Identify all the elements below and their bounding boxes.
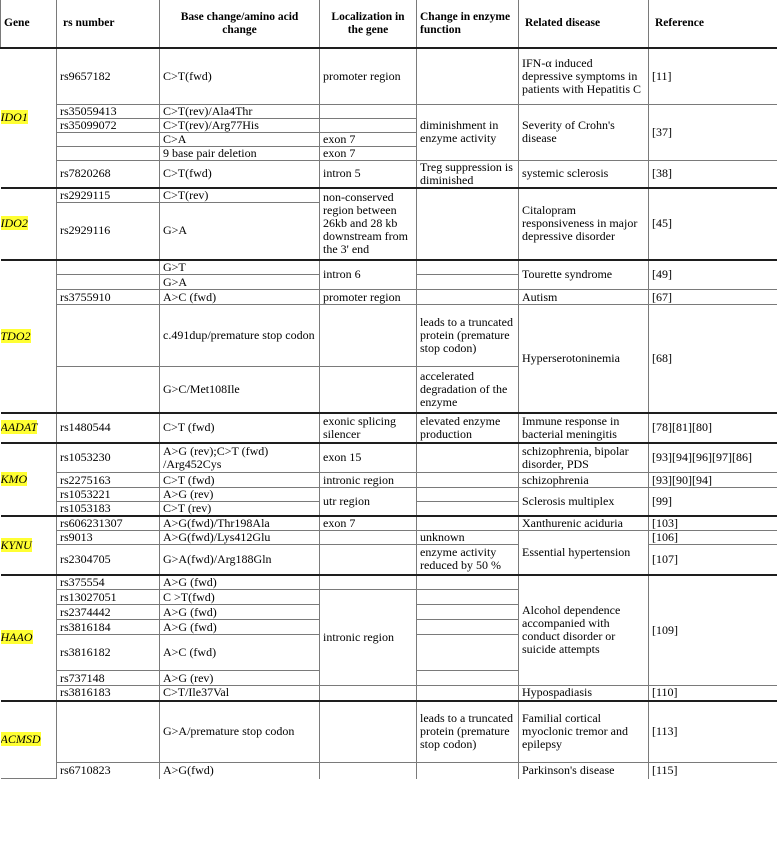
localization-cell: [320, 701, 417, 763]
table-row: [1, 104, 777, 118]
disease-cell: Xanthurenic aciduria: [519, 516, 649, 531]
disease-cell: IFN-α induced depressive symptoms in patients with Hepatitis C: [519, 48, 649, 104]
rs-cell: [57, 146, 160, 160]
disease-cell: schizophrenia, bipolar disorder, PDS: [519, 443, 649, 473]
localization-cell: utr region: [320, 488, 417, 517]
rs-cell: rs2929115: [57, 188, 160, 203]
base-cell: C>T/Ile37Val: [160, 686, 320, 701]
gene-name: IDO2: [0, 216, 28, 230]
function-cell: [417, 48, 519, 104]
header-row: [1, 0, 777, 48]
reference-cell: [45]: [649, 188, 777, 260]
function-cell: [417, 443, 519, 473]
rs-cell: rs737148: [57, 671, 160, 686]
base-cell: A>G (fwd): [160, 575, 320, 590]
rs-cell: rs7820268: [57, 160, 160, 188]
reference-cell: [78][81][80]: [649, 413, 777, 443]
table-row: [1, 575, 777, 590]
reference-cell: [107]: [649, 545, 777, 575]
disease-cell: Tourette syndrome: [519, 260, 649, 290]
localization-cell: [320, 118, 417, 132]
disease-cell: Hyperserotoninemia: [519, 305, 649, 413]
gene-cell-kmo: [1, 443, 57, 517]
localization-cell: [320, 686, 417, 701]
rs-cell: rs606231307: [57, 516, 160, 531]
header-localization: Localization in the gene: [320, 0, 417, 48]
base-cell: G>T: [160, 260, 320, 275]
base-cell: A>G(fwd): [160, 763, 320, 779]
base-cell: A>G (rev): [160, 671, 320, 686]
function-cell: [417, 275, 519, 290]
base-cell: G>A/premature stop codon: [160, 701, 320, 763]
base-cell: c.491dup/premature stop codon: [160, 305, 320, 367]
gene-name: IDO1: [0, 110, 28, 125]
rs-cell: rs2374442: [57, 605, 160, 620]
reference-cell: [115]: [649, 763, 777, 779]
table-row: [1, 473, 777, 488]
rs-cell: [57, 260, 160, 275]
function-cell: Treg suppression is diminished: [417, 160, 519, 188]
base-cell: G>A: [160, 203, 320, 260]
function-cell: [417, 686, 519, 701]
function-cell: elevated enzyme production: [417, 413, 519, 443]
table-row: [1, 701, 777, 763]
table-row: [1, 531, 777, 545]
function-cell: [417, 763, 519, 779]
localization-cell: [320, 305, 417, 367]
function-cell: [417, 671, 519, 686]
table-row: [1, 545, 777, 575]
reference-cell: [37]: [649, 104, 777, 160]
base-cell: C>T (rev): [160, 502, 320, 517]
table-row: [1, 413, 777, 443]
disease-cell: Immune response in bacterial meningitis: [519, 413, 649, 443]
rs-cell: rs3816184: [57, 620, 160, 635]
base-cell: C>T(fwd): [160, 48, 320, 104]
localization-cell: exonic splicing silencer: [320, 413, 417, 443]
gene-cell-haao: [1, 575, 57, 701]
base-cell: A>G(fwd)/Lys412Glu: [160, 531, 320, 545]
disease-cell: Severity of Crohn's disease: [519, 104, 649, 160]
reference-cell: [110]: [649, 686, 777, 701]
table-row: [1, 686, 777, 701]
localization-cell: promoter region: [320, 48, 417, 104]
base-cell: A>G (rev);C>T (fwd) /Arg452Cys: [160, 443, 320, 473]
base-cell: C>T (fwd): [160, 473, 320, 488]
disease-cell: Autism: [519, 290, 649, 305]
rs-cell: [57, 275, 160, 290]
base-cell: G>C/Met108Ile: [160, 367, 320, 413]
rs-cell: rs375554: [57, 575, 160, 590]
gene-name: ACMSD: [0, 732, 41, 747]
base-cell: C>T(rev)/Arg77His: [160, 118, 320, 132]
localization-cell: intronic region: [320, 590, 417, 686]
rs-cell: rs1053183: [57, 502, 160, 517]
gene-cell-acmsd: [1, 701, 57, 779]
table-row: [1, 516, 777, 531]
base-cell: C>T (fwd): [160, 413, 320, 443]
base-cell: G>A: [160, 275, 320, 290]
function-cell: [417, 502, 519, 517]
gene-name: KYNU: [0, 537, 32, 552]
function-cell: [417, 290, 519, 305]
rs-cell: [57, 701, 160, 763]
gene-cell-ido1: [1, 48, 57, 188]
table-row: [1, 763, 777, 779]
base-cell: C>T(rev)/Ala4Thr: [160, 104, 320, 118]
table-row: [1, 188, 777, 203]
reference-cell: [67]: [649, 290, 777, 305]
gene-cell-kynu: [1, 516, 57, 575]
reference-cell: [49]: [649, 260, 777, 290]
localization-cell: promoter region: [320, 290, 417, 305]
localization-cell: exon 15: [320, 443, 417, 473]
function-cell: [417, 188, 519, 260]
reference-cell: [109]: [649, 575, 777, 686]
base-cell: A>G (fwd): [160, 620, 320, 635]
function-cell: [417, 516, 519, 531]
rs-cell: rs35099072: [57, 118, 160, 132]
base-cell: G>A(fwd)/Arg188Gln: [160, 545, 320, 575]
function-cell: unknown: [417, 531, 519, 545]
rs-cell: rs2304705: [57, 545, 160, 575]
reference-cell: [103]: [649, 516, 777, 531]
disease-cell: Citalopram responsiveness in major depressive disorder: [519, 188, 649, 260]
base-cell: A>G (fwd): [160, 605, 320, 620]
table-row: [1, 290, 777, 305]
function-cell: leads to a truncated protein (premature stop codon): [417, 701, 519, 763]
localization-cell: [320, 575, 417, 590]
gene-name: TDO2: [0, 328, 31, 343]
function-cell: [417, 260, 519, 275]
localization-cell: intron 6: [320, 260, 417, 290]
rs-cell: rs1053221: [57, 488, 160, 502]
rs-cell: [57, 132, 160, 146]
reference-cell: [93][94][96][97][86]: [649, 443, 777, 473]
gene-name: AADAT: [0, 420, 38, 434]
function-cell: enzyme activity reduced by 50 %: [417, 545, 519, 575]
disease-cell: Alcohol dependence accompanied with conduct disorder or suicide attempts: [519, 575, 649, 686]
localization-cell: [320, 763, 417, 779]
rs-cell: rs9013: [57, 531, 160, 545]
disease-cell: Sclerosis multiplex: [519, 488, 649, 517]
table-row: [1, 260, 777, 275]
rs-cell: rs2275163: [57, 473, 160, 488]
base-cell: A>G(fwd)/Thr198Ala: [160, 516, 320, 531]
localization-cell: exon 7: [320, 516, 417, 531]
rs-cell: rs2929116: [57, 203, 160, 260]
function-cell: leads to a truncated protein (premature stop codon): [417, 305, 519, 367]
rs-cell: rs9657182: [57, 48, 160, 104]
reference-cell: [106]: [649, 531, 777, 545]
function-cell: [417, 635, 519, 671]
localization-cell: [320, 545, 417, 575]
rs-cell: rs1480544: [57, 413, 160, 443]
rs-cell: rs1053230: [57, 443, 160, 473]
disease-cell: systemic sclerosis: [519, 160, 649, 188]
header-enzyme-function: Change in enzyme function: [417, 0, 519, 48]
localization-cell: intron 5: [320, 160, 417, 188]
rs-cell: rs13027051: [57, 590, 160, 605]
table-row: [1, 305, 777, 367]
header-related-disease: Related disease: [519, 0, 649, 48]
disease-cell: Parkinson's disease: [519, 763, 649, 779]
rs-cell: rs6710823: [57, 763, 160, 779]
gene-name: HAAO: [0, 630, 33, 644]
reference-cell: [68]: [649, 305, 777, 413]
base-cell: C >T(fwd): [160, 590, 320, 605]
table-row: [1, 488, 777, 502]
gene-cell-ido2: [1, 188, 57, 260]
base-cell: C>T(fwd): [160, 160, 320, 188]
table-row: [1, 48, 777, 104]
base-cell: C>T(rev): [160, 188, 320, 203]
base-cell: C>A: [160, 132, 320, 146]
function-cell: accelerated degradation of the enzyme: [417, 367, 519, 413]
header-reference: Reference: [649, 0, 777, 48]
localization-cell: exon 7: [320, 146, 417, 160]
localization-cell: exon 7: [320, 132, 417, 146]
rs-cell: [57, 305, 160, 367]
function-cell: [417, 605, 519, 620]
function-cell: [417, 488, 519, 502]
localization-cell: intronic region: [320, 473, 417, 488]
reference-cell: [93][90][94]: [649, 473, 777, 488]
localization-cell: [320, 531, 417, 545]
base-cell: 9 base pair deletion: [160, 146, 320, 160]
reference-cell: [11]: [649, 48, 777, 104]
function-cell: diminishment in enzyme activity: [417, 104, 519, 160]
function-cell: [417, 620, 519, 635]
function-cell: [417, 590, 519, 605]
rs-cell: rs3816183: [57, 686, 160, 701]
reference-cell: [99]: [649, 488, 777, 517]
gene-name: KMO: [0, 471, 28, 486]
reference-cell: [113]: [649, 701, 777, 763]
header-rs-number: rs number: [57, 0, 160, 48]
rs-cell: rs3816182: [57, 635, 160, 671]
localization-cell: non-conserved region between 26kb and 28 kb downstream from the 3' end: [320, 188, 417, 260]
disease-cell: schizophrenia: [519, 473, 649, 488]
table-row: [1, 443, 777, 473]
base-cell: A>C (fwd): [160, 290, 320, 305]
function-cell: [417, 575, 519, 590]
table-row: [1, 160, 777, 188]
gene-cell-tdo2: [1, 260, 57, 413]
header-base-change: Base change/amino acid change: [160, 0, 320, 48]
rs-cell: [57, 367, 160, 413]
disease-cell: Familial cortical myoclonic tremor and epilepsy: [519, 701, 649, 763]
base-cell: A>C (fwd): [160, 635, 320, 671]
header-gene: Gene: [1, 0, 57, 48]
disease-cell: Hypospadiasis: [519, 686, 649, 701]
function-cell: [417, 473, 519, 488]
base-cell: A>G (rev): [160, 488, 320, 502]
rs-cell: rs35059413: [57, 104, 160, 118]
rs-cell: rs3755910: [57, 290, 160, 305]
localization-cell: [320, 104, 417, 118]
gene-cell-aadat: [1, 413, 57, 443]
disease-cell: Essential hypertension: [519, 531, 649, 575]
reference-cell: [38]: [649, 160, 777, 188]
localization-cell: [320, 367, 417, 413]
